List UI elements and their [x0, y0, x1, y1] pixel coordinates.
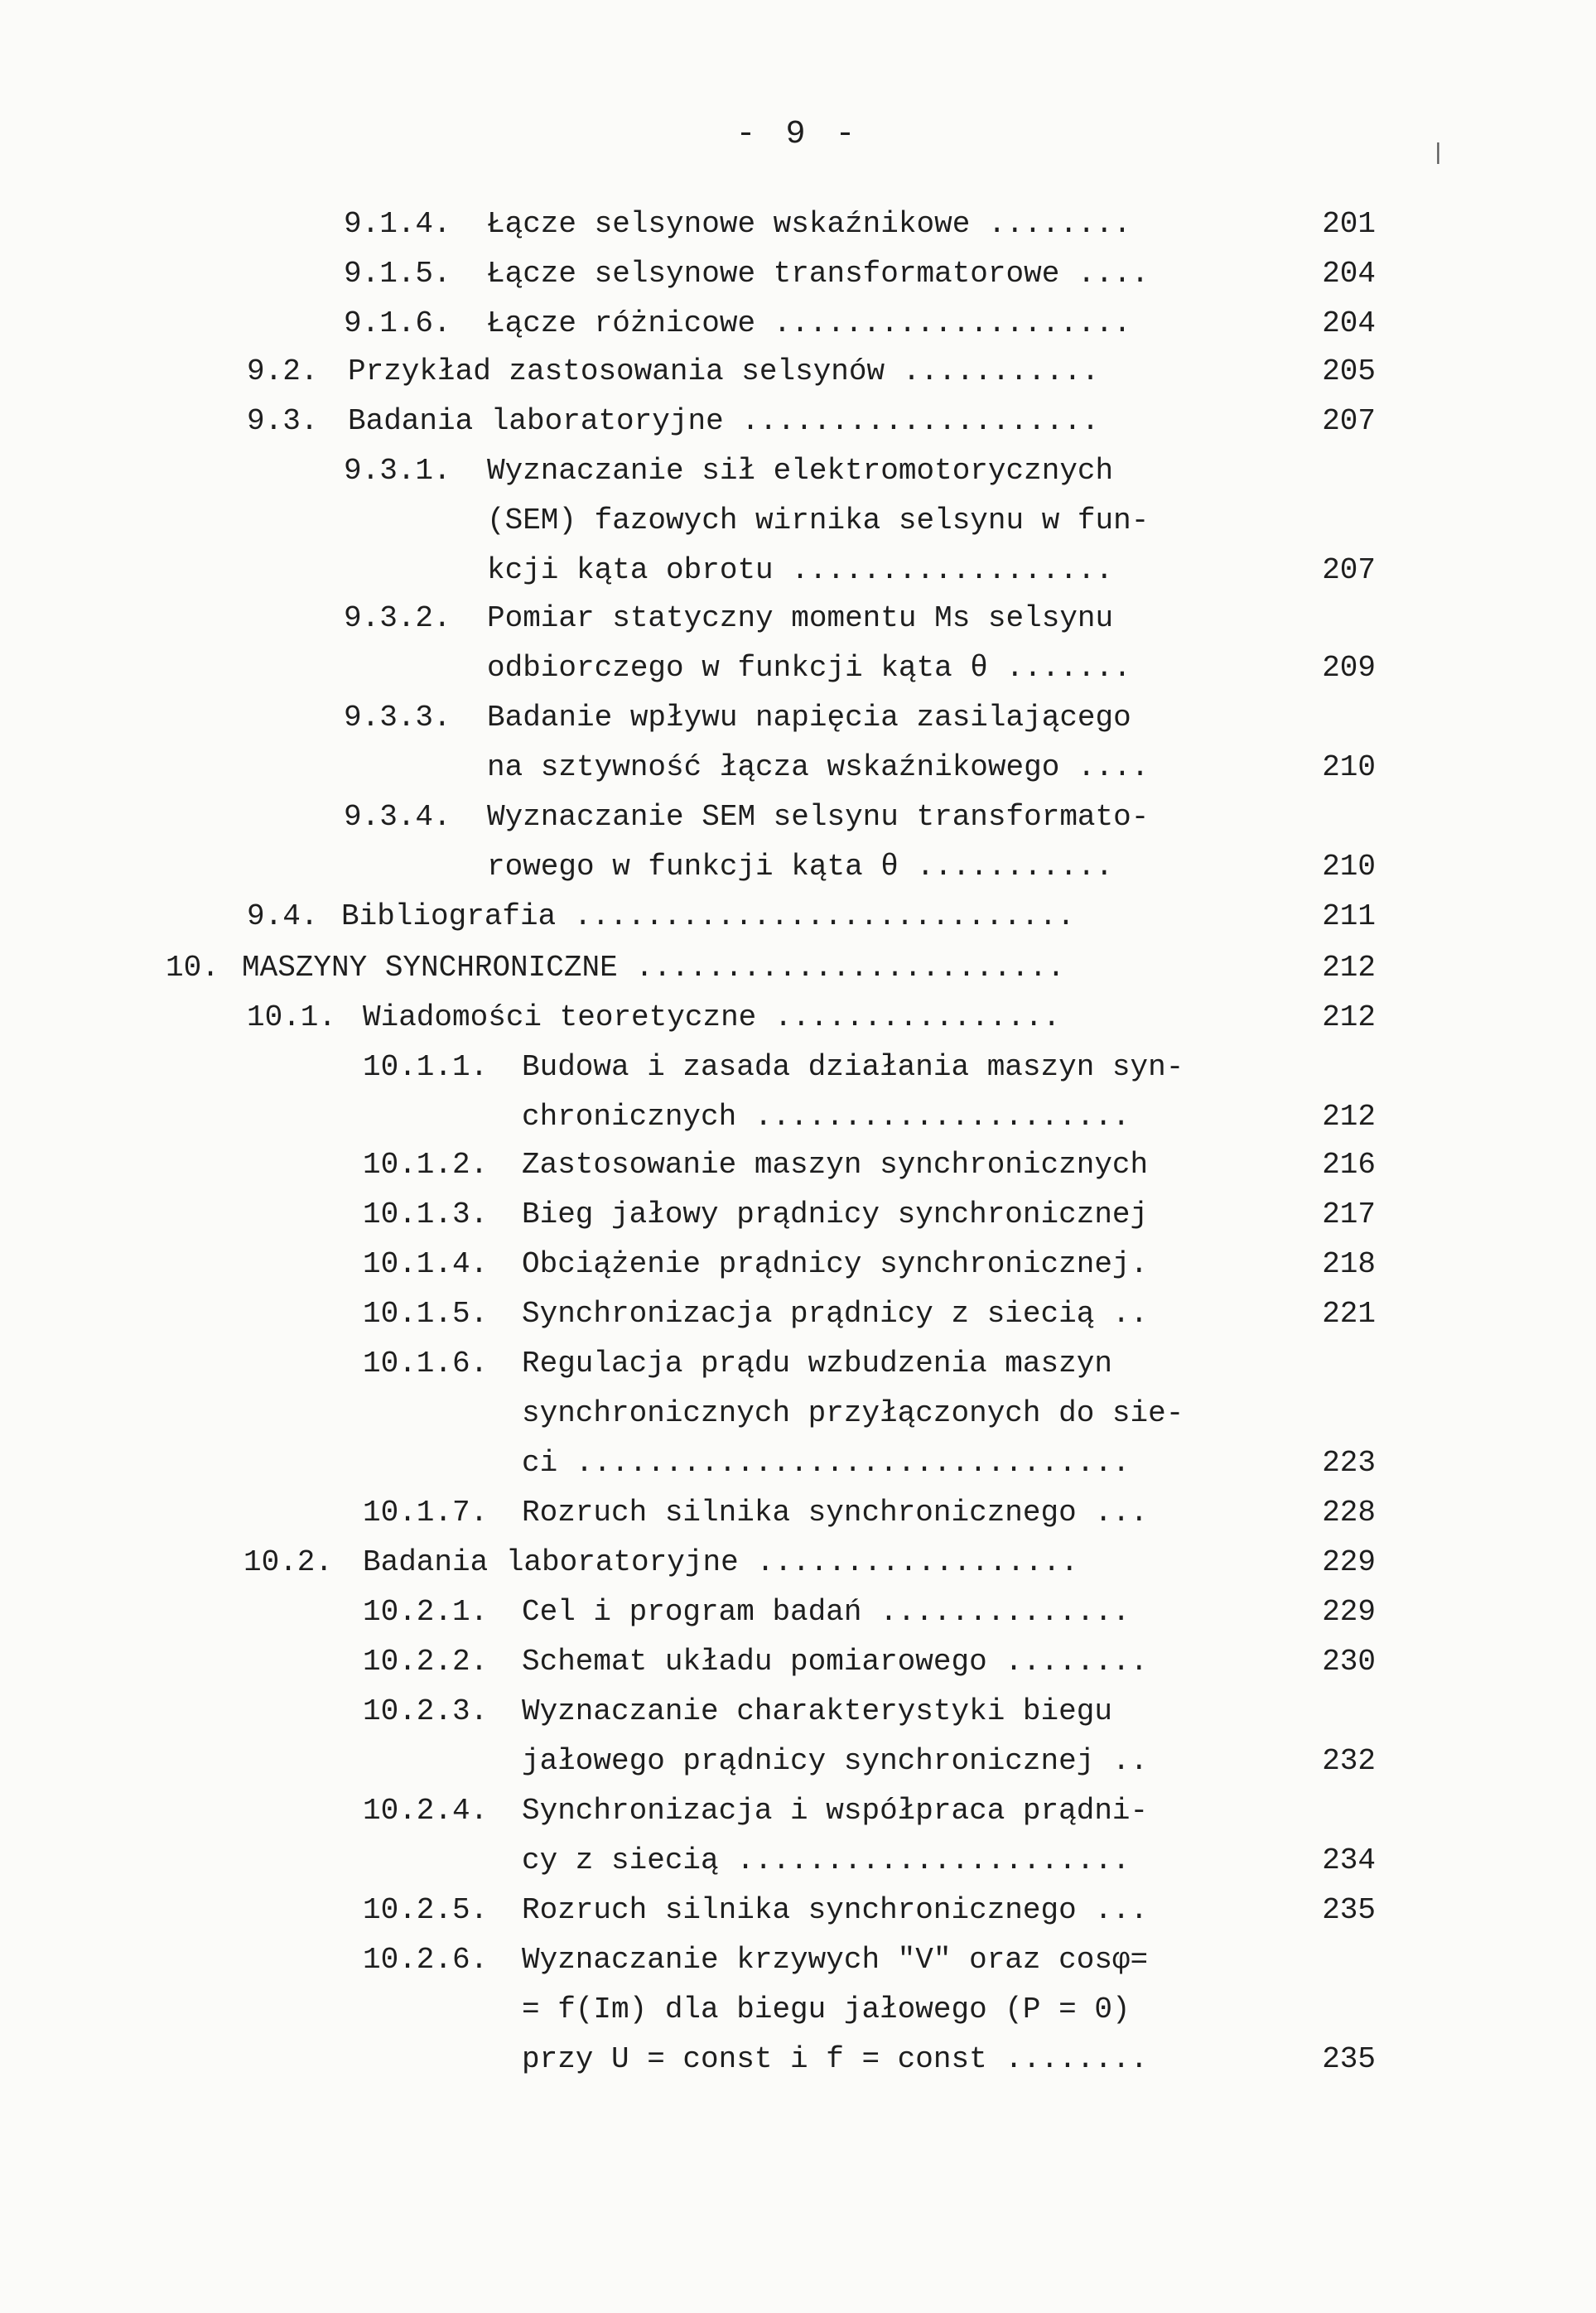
toc-entry-page: 235 [1322, 1893, 1376, 1927]
toc-entry [0, 348, 1596, 396]
toc-entry-page: 212 [1322, 1000, 1376, 1034]
toc-entry-number: 10.1.4. [363, 1247, 489, 1281]
toc-entry-number: 10.2.5. [363, 1893, 489, 1927]
toc-entry-title: (SEM) fazowych wirnika selsynu w fun- [487, 504, 1150, 537]
toc-entry-title: Rozruch silnika synchronicznego ... [522, 1496, 1149, 1530]
toc-entry-number: 10.2.4. [363, 1794, 489, 1828]
toc-entry [0, 1887, 1596, 1935]
toc-entry [0, 200, 1596, 248]
toc-entry-number: 10.1. [247, 1000, 337, 1034]
toc-entry [0, 595, 1596, 643]
toc-entry-number: 9.1.4. [344, 207, 451, 241]
toc-entry [0, 843, 1596, 891]
toc-entry-title: Pomiar statyczny momentu Ms selsynu [487, 601, 1114, 635]
toc-entry [0, 1539, 1596, 1587]
toc-entry [0, 644, 1596, 692]
toc-entry-number: 10.2.2. [363, 1645, 489, 1679]
toc-entry-title: Budowa i zasada działania maszyn syn- [522, 1050, 1184, 1084]
toc-entry-number: 10.1.1. [363, 1050, 489, 1084]
toc-entry [0, 1043, 1596, 1091]
toc-entry-page: 201 [1322, 207, 1376, 241]
toc-entry-number: 10.2. [243, 1545, 334, 1579]
toc-entry-title: synchronicznych przyłączonych do sie- [522, 1396, 1184, 1430]
toc-entry-page: 221 [1322, 1297, 1376, 1331]
toc-entry-title: Bieg jałowy prądnicy synchronicznej [522, 1197, 1149, 1231]
toc-entry-page: 207 [1322, 553, 1376, 587]
toc-entry-title: Wyznaczanie charakterystyki biegu [522, 1694, 1112, 1728]
toc-entry-title: Przykład zastosowania selsynów ........... [348, 354, 1100, 388]
toc-entry-page: 234 [1322, 1843, 1376, 1877]
toc-entry-title: chronicznych ..................... [522, 1100, 1131, 1134]
toc-entry-page: 212 [1322, 951, 1376, 985]
toc-entry [0, 497, 1596, 545]
toc-entry-number: 10.2.1. [363, 1595, 489, 1629]
toc-entry-title: Obciążenie prądnicy synchronicznej. [522, 1247, 1149, 1281]
toc-entry-title: Regulacja prądu wzbudzenia maszyn [522, 1347, 1112, 1381]
toc-entry-number: 9.2. [247, 354, 319, 388]
toc-entry-number: 10.2.6. [363, 1943, 489, 1977]
toc-entry [0, 250, 1596, 298]
toc-entry [0, 1787, 1596, 1835]
toc-entry-number: 10.1.3. [363, 1197, 489, 1231]
toc-entry-number: 9.3.4. [344, 800, 451, 834]
toc-entry [0, 793, 1596, 841]
toc-entry [0, 1439, 1596, 1487]
toc-entry-page: 228 [1322, 1496, 1376, 1530]
toc-entry [0, 1290, 1596, 1338]
toc-entry-page: 204 [1322, 257, 1376, 291]
toc-entry-page: 207 [1322, 404, 1376, 438]
toc-entry [0, 1638, 1596, 1686]
toc-entry-page: 232 [1322, 1744, 1376, 1778]
toc-entry-number: 10.1.2. [363, 1148, 489, 1182]
toc-entry-title: Badania laboratoryjne .................. [363, 1545, 1079, 1579]
toc-entry-title: kcji kąta obrotu .................. [487, 553, 1114, 587]
toc-entry-title: Wyznaczanie SEM selsynu transformato- [487, 800, 1150, 834]
toc-entry-page: 218 [1322, 1247, 1376, 1281]
toc-entry-title: ci ............................... [522, 1446, 1131, 1480]
toc-entry [0, 1141, 1596, 1189]
toc-entry-page: 210 [1322, 850, 1376, 884]
toc-entry [0, 300, 1596, 348]
toc-entry [0, 1241, 1596, 1289]
toc-entry-title: MASZYNY SYNCHRONICZNE ........................ [242, 951, 1065, 985]
toc-entry-page: 229 [1322, 1545, 1376, 1579]
toc-entry-title: Rozruch silnika synchronicznego ... [522, 1893, 1149, 1927]
toc-entry [0, 1588, 1596, 1636]
toc-entry [0, 1340, 1596, 1388]
toc-entry-title: Badanie wpływu napięcia zasilającego [487, 701, 1131, 735]
toc-entry-number: 9.1.5. [344, 257, 451, 291]
toc-entry-page: 223 [1322, 1446, 1376, 1480]
toc-entry [0, 1489, 1596, 1537]
toc-entry-title: Łącze różnicowe .................... [487, 306, 1131, 340]
toc-entry [0, 744, 1596, 792]
toc-entry-number: 9.3.1. [344, 454, 451, 488]
toc-entry-title: na sztywność łącza wskaźnikowego .... [487, 750, 1150, 784]
toc-entry-number: 9.1.6. [344, 306, 451, 340]
toc-entry-page: 205 [1322, 354, 1376, 388]
toc-entry-title: Synchronizacja prądnicy z siecią .. [522, 1297, 1149, 1331]
toc-entry-page: 204 [1322, 306, 1376, 340]
toc-entry [0, 1390, 1596, 1438]
toc-entry-page: 211 [1322, 899, 1376, 933]
toc-entry [0, 893, 1596, 941]
toc-entry [0, 1093, 1596, 1141]
toc-entry-page: 235 [1322, 2042, 1376, 2076]
toc-entry-number: 9.4. [247, 899, 319, 933]
toc-entry-number: 10.1.5. [363, 1297, 489, 1331]
toc-entry-page: 210 [1322, 750, 1376, 784]
toc-entry-number: 9.3. [247, 404, 319, 438]
toc-entry [0, 944, 1596, 992]
toc-entry [0, 1737, 1596, 1785]
toc-entry-number: 10. [166, 951, 219, 985]
toc-entry-number: 9.3.2. [344, 601, 451, 635]
scan-mark: | [1431, 141, 1445, 166]
toc-entry-number: 10.1.6. [363, 1347, 489, 1381]
toc-entry-title: Bibliografia ............................ [341, 899, 1075, 933]
toc-entry-page: 212 [1322, 1100, 1376, 1134]
toc-entry [0, 694, 1596, 742]
toc-entry [0, 447, 1596, 495]
toc-entry-number: 10.2.3. [363, 1694, 489, 1728]
toc-entry [0, 2036, 1596, 2084]
toc-entry-title: Wyznaczanie sił elektromotorycznych [487, 454, 1114, 488]
page-number: - 9 - [735, 116, 861, 153]
toc-entry [0, 398, 1596, 446]
toc-entry-title: jałowego prądnicy synchronicznej .. [522, 1744, 1149, 1778]
toc-entry-title: Łącze selsynowe wskaźnikowe ........ [487, 207, 1131, 241]
toc-entry-title: Wyznaczanie krzywych "V" oraz cosφ= [522, 1943, 1149, 1977]
toc-entry-title: rowego w funkcji kąta θ ........... [487, 850, 1114, 884]
toc-entry-title: Zastosowanie maszyn synchronicznych [522, 1148, 1149, 1182]
toc-entry-page: 209 [1322, 651, 1376, 685]
toc-entry-title: cy z siecią ...................... [522, 1843, 1131, 1877]
toc-entry-title: przy U = const i f = const ........ [522, 2042, 1149, 2076]
toc-entry-title: Cel i program badań .............. [522, 1595, 1131, 1629]
toc-entry-page: 229 [1322, 1595, 1376, 1629]
toc-entry-title: Synchronizacja i współpraca prądni- [522, 1794, 1149, 1828]
toc-entry-title: = f(Im) dla biegu jałowego (P = 0) [522, 1993, 1131, 2026]
toc-entry [0, 547, 1596, 595]
toc-entry-page: 230 [1322, 1645, 1376, 1679]
toc-entry [0, 1837, 1596, 1885]
toc-entry [0, 1191, 1596, 1239]
toc-entry [0, 994, 1596, 1042]
toc-entry-title: odbiorczego w funkcji kąta θ ....... [487, 651, 1131, 685]
toc-entry-title: Schemat układu pomiarowego ........ [522, 1645, 1149, 1679]
toc-entry-page: 217 [1322, 1197, 1376, 1231]
toc-entry-title: Badania laboratoryjne .................... [348, 404, 1100, 438]
toc-entry [0, 1986, 1596, 2034]
toc-entry-number: 9.3.3. [344, 701, 451, 735]
toc-entry [0, 1936, 1596, 1984]
toc-entry-title: Wiadomości teoretyczne ................ [363, 1000, 1061, 1034]
toc-entry-page: 216 [1322, 1148, 1376, 1182]
toc-entry-title: Łącze selsynowe transformatorowe .... [487, 257, 1150, 291]
toc-entry-number: 10.1.7. [363, 1496, 489, 1530]
toc-entry [0, 1688, 1596, 1736]
